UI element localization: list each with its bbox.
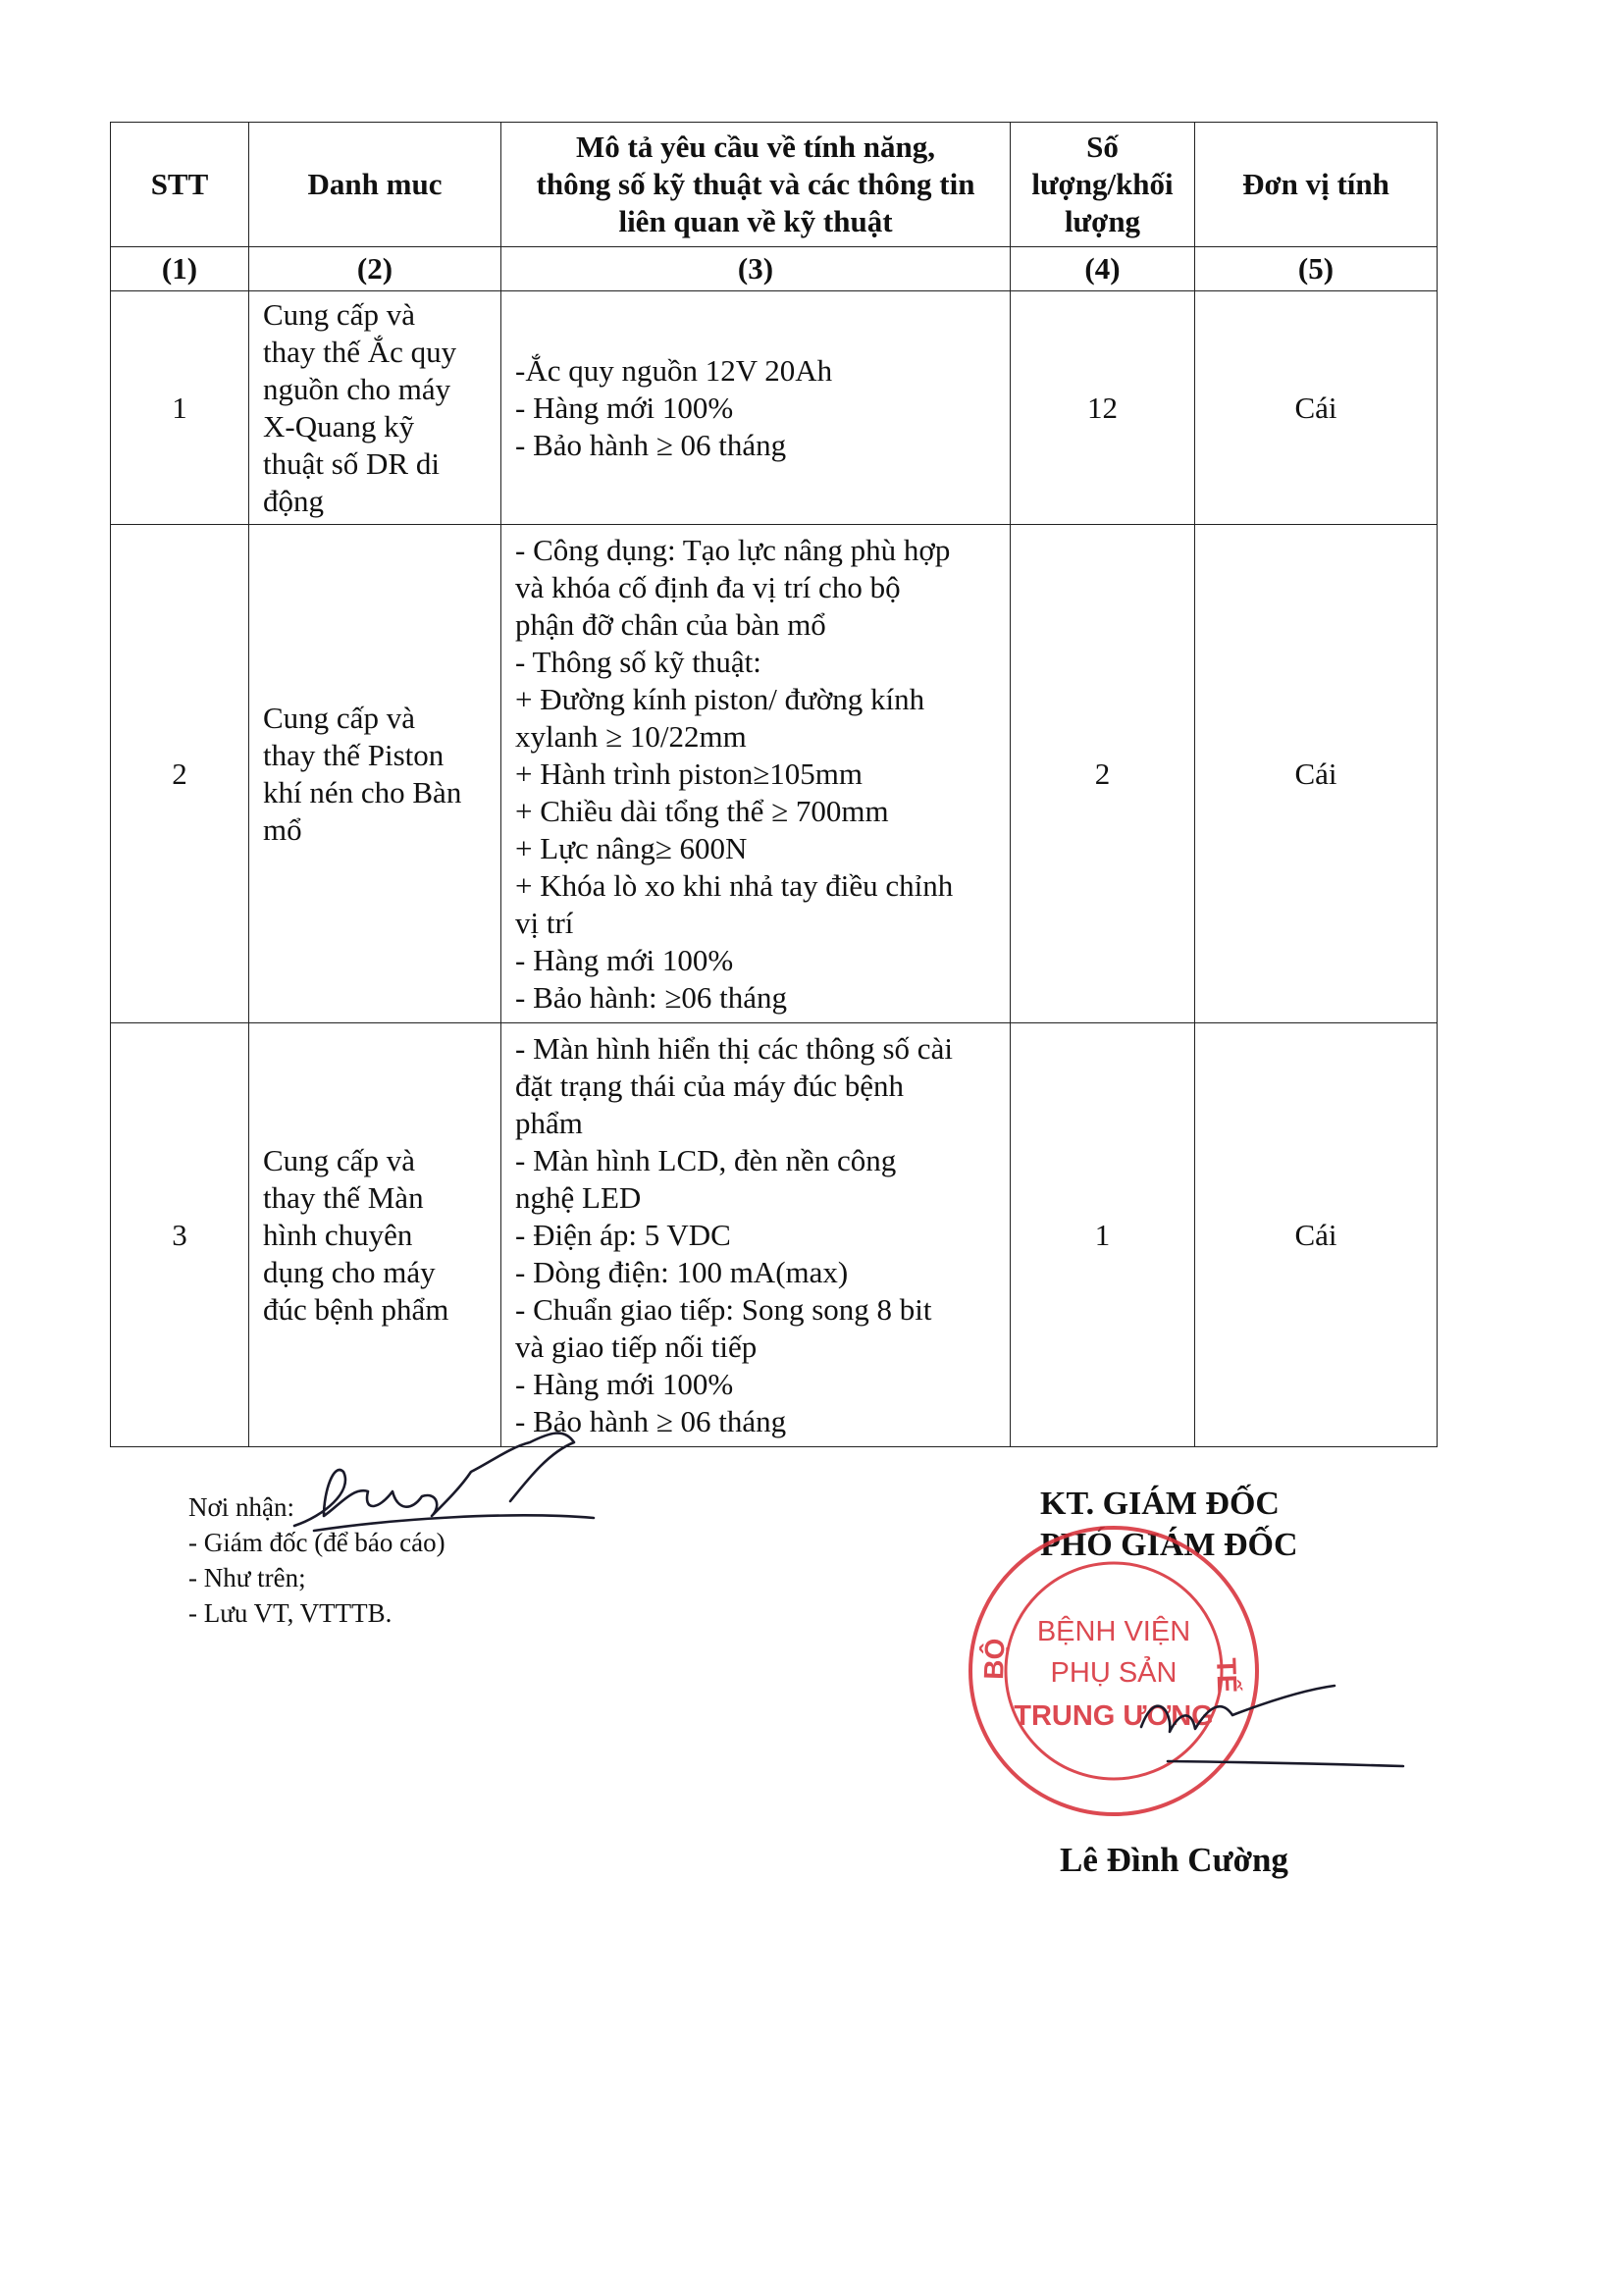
description-line: và khóa cố định đa vị trí cho bộ xyxy=(515,569,901,604)
column-number: (5) xyxy=(1195,247,1438,291)
table-row xyxy=(111,291,1438,525)
header-row xyxy=(111,123,1438,247)
recipients-heading: Nơi nhận: xyxy=(188,1492,295,1522)
row-description xyxy=(501,291,1011,525)
recipient-item: - Giám đốc (để báo cáo) xyxy=(188,1528,445,1557)
header-quantity-line: lượng/khối xyxy=(1031,167,1174,201)
description-line: - Điện áp: 5 VDC xyxy=(515,1217,731,1252)
description-line: - Chuẩn giao tiếp: Song song 8 bit xyxy=(515,1291,932,1327)
description-line: nghệ LED xyxy=(515,1179,642,1215)
row-stt: 2 xyxy=(111,525,249,1023)
description-line: -Ắc quy nguồn 12V 20Ah xyxy=(515,352,833,388)
column-number-row xyxy=(111,247,1438,291)
header-quantity-line: lượng xyxy=(1064,204,1141,238)
description-line: - Bảo hành ≥ 06 tháng xyxy=(515,427,787,462)
description-line: - Công dụng: Tạo lực nâng phù hợp xyxy=(515,532,951,567)
official-stamp xyxy=(970,1528,1257,1814)
header-quantity-line: Số xyxy=(1086,130,1119,164)
item-line: nguồn cho máy xyxy=(263,371,451,406)
stamp-text: BỘ xyxy=(978,1638,1011,1681)
description-line: phẩm xyxy=(515,1105,583,1140)
header-unit: Đơn vị tính xyxy=(1195,123,1438,247)
item-line: thay thế Ắc quy xyxy=(263,334,457,369)
row-item xyxy=(249,291,501,525)
specification-table xyxy=(110,122,1438,1447)
signature-titles xyxy=(1040,1484,1298,1566)
description-line: - Dòng điện: 100 mA(max) xyxy=(515,1254,849,1289)
description-line: - Màn hình LCD, đèn nền công xyxy=(515,1142,897,1177)
stamp-text: PHỤ SẢN xyxy=(1050,1657,1178,1689)
item-line: mổ xyxy=(263,811,302,847)
row-description xyxy=(501,525,1011,1023)
item-line: hình chuyên xyxy=(263,1217,413,1252)
header-description-line: liên quan về kỹ thuật xyxy=(618,204,893,238)
stamp-text: TRUNG ƯƠNG xyxy=(1014,1700,1214,1732)
row-description xyxy=(501,1023,1011,1447)
description-line: - Hàng mới 100% xyxy=(515,1366,734,1401)
director-underline xyxy=(1168,1761,1403,1766)
item-line: dụng cho máy xyxy=(263,1254,436,1289)
row-quantity: 12 xyxy=(1011,291,1195,525)
header-stt: STT xyxy=(111,123,249,247)
item-line: thay thế Piston xyxy=(263,737,445,772)
row-item xyxy=(249,525,501,1023)
item-line: khí nén cho Bàn xyxy=(263,774,462,809)
table-row xyxy=(111,1023,1438,1447)
description-line: phận đỡ chân của bàn mổ xyxy=(515,606,826,642)
description-line: + Lực nâng≥ 600N xyxy=(515,830,748,865)
description-line: + Hành trình piston≥105mm xyxy=(515,756,863,791)
recipients-block xyxy=(188,1489,445,1631)
row-unit: Cái xyxy=(1195,1023,1438,1447)
item-line: động xyxy=(263,483,324,518)
item-line: Cung cấp và xyxy=(263,700,415,735)
item-line: thuật số DR di xyxy=(263,445,440,481)
column-number: (1) xyxy=(111,247,249,291)
recipient-item: - Lưu VT, VTTTB. xyxy=(188,1598,393,1628)
column-number: (2) xyxy=(249,247,501,291)
item-line: đúc bệnh phẩm xyxy=(263,1291,449,1327)
item-line: Cung cấp và xyxy=(263,1142,415,1177)
row-stt: 1 xyxy=(111,291,249,525)
row-stt: 3 xyxy=(111,1023,249,1447)
header-description xyxy=(501,123,1011,247)
column-number: (4) xyxy=(1011,247,1195,291)
row-unit: Cái xyxy=(1195,525,1438,1023)
header-description-line: Mô tả yêu cầu về tính năng, xyxy=(576,130,935,164)
director-signature xyxy=(1141,1686,1335,1732)
description-line: - Hàng mới 100% xyxy=(515,942,734,977)
signature-title-primary: KT. GIÁM ĐỐC xyxy=(1040,1486,1280,1522)
row-item xyxy=(249,1023,501,1447)
description-line: - Màn hình hiển thị các thông số cài xyxy=(515,1030,953,1066)
stamp-text: TẾ xyxy=(1211,1657,1243,1694)
description-line: và giao tiếp nối tiếp xyxy=(515,1329,758,1364)
description-line: - Thông số kỹ thuật: xyxy=(515,644,761,679)
row-quantity: 1 xyxy=(1011,1023,1195,1447)
stamp-text: BỆNH VIỆN xyxy=(1036,1616,1191,1647)
description-line: - Bảo hành: ≥06 tháng xyxy=(515,979,788,1015)
header-quantity xyxy=(1011,123,1195,247)
description-line: + Đường kính piston/ đường kính xyxy=(515,681,925,716)
item-line: Cung cấp và xyxy=(263,296,415,332)
table-row xyxy=(111,525,1438,1023)
description-line: vị trí xyxy=(515,905,574,940)
row-quantity: 2 xyxy=(1011,525,1195,1023)
description-line: - Bảo hành ≥ 06 tháng xyxy=(515,1403,787,1438)
recipient-item: - Như trên; xyxy=(188,1563,306,1592)
description-line: + Chiều dài tổng thể ≥ 700mm xyxy=(515,793,889,828)
column-number: (3) xyxy=(501,247,1011,291)
signature-title-secondary: PHÓ GIÁM ĐỐC xyxy=(1040,1527,1298,1563)
description-line: - Hàng mới 100% xyxy=(515,390,734,425)
header-item: Danh muc xyxy=(249,123,501,247)
description-line: + Khóa lò xo khi nhả tay điều chỉnh xyxy=(515,867,954,903)
item-line: X-Quang kỹ xyxy=(263,408,415,444)
row-unit: Cái xyxy=(1195,291,1438,525)
description-line: xylanh ≥ 10/22mm xyxy=(515,718,747,754)
header-description-line: thông số kỹ thuật và các thông tin xyxy=(536,167,975,201)
item-line: thay thế Màn xyxy=(263,1179,424,1215)
description-line: đặt trạng thái của máy đúc bệnh xyxy=(515,1068,904,1103)
signer-name: Lê Đình Cường xyxy=(1060,1841,1288,1879)
